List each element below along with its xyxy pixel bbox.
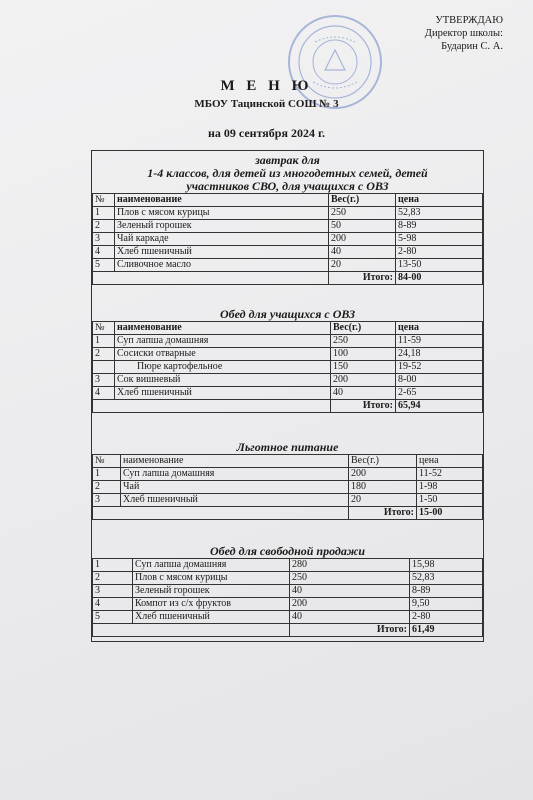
- subsidized-meals-section: [92, 441, 483, 520]
- row-num: 3: [93, 374, 115, 387]
- col-price-header: цена: [396, 322, 483, 335]
- table-row: [93, 494, 483, 507]
- dish-price: 8-00: [396, 374, 483, 387]
- dish-price: 1-98: [417, 481, 483, 494]
- total-label: Итого:: [331, 400, 396, 413]
- approval-block: [353, 14, 503, 53]
- breakfast-table: [92, 193, 483, 285]
- dish-weight: 180: [349, 481, 417, 494]
- col-price-header: цена: [417, 455, 483, 468]
- col-name-header: наименование: [121, 455, 349, 468]
- col-weight-header: Вес(г.): [349, 455, 417, 468]
- dish-price: 19-52: [396, 361, 483, 374]
- table-row: [93, 481, 483, 494]
- dish-weight: 50: [329, 220, 396, 233]
- row-num: 3: [93, 494, 121, 507]
- table-row: [93, 361, 483, 374]
- breakfast-title-line3: участников СВО, для учащихся с ОВЗ: [186, 179, 389, 193]
- table-row: [93, 572, 483, 585]
- dish-price: 24,18: [396, 348, 483, 361]
- row-num: 3: [93, 585, 133, 598]
- approval-position: Директор школы:: [424, 28, 503, 39]
- total-value: 15-00: [417, 507, 483, 520]
- row-num: 2: [93, 348, 115, 361]
- menu-frame: [91, 150, 484, 642]
- dish-price: 8-89: [396, 220, 483, 233]
- row-num: 2: [93, 572, 133, 585]
- dish-name: Пюре картофельное: [115, 361, 331, 374]
- table-row: [93, 468, 483, 481]
- table-header-row: [93, 322, 483, 335]
- dish-weight: 200: [329, 233, 396, 246]
- table-row: [93, 335, 483, 348]
- table-row: [93, 387, 483, 400]
- dish-weight: 200: [290, 598, 410, 611]
- total-row: [93, 624, 483, 637]
- table-row: [93, 207, 483, 220]
- row-num: 2: [93, 481, 121, 494]
- breakfast-title-line2: 1-4 классов, для детей из многодетных семей, детей: [147, 166, 428, 180]
- dish-price: 5-98: [396, 233, 483, 246]
- dish-name: Зеленый горошек: [133, 585, 290, 598]
- table-header-row: [93, 455, 483, 468]
- dish-price: 2-80: [410, 611, 483, 624]
- dish-price: 52,83: [410, 572, 483, 585]
- free-sale-lunch-title: Обед для свободной продажи: [210, 544, 365, 558]
- dish-weight: 250: [329, 207, 396, 220]
- dish-name: Хлеб пшеничный: [133, 611, 290, 624]
- menu-date: на 09 сентября 2024 г.: [207, 126, 326, 140]
- subsidized-meals-title: Льготное питание: [236, 440, 339, 454]
- total-label: Итого:: [290, 624, 410, 637]
- total-label: Итого:: [329, 272, 396, 285]
- dish-weight: 40: [290, 585, 410, 598]
- total-row: [93, 507, 483, 520]
- table-row: [93, 598, 483, 611]
- row-num: 2: [93, 220, 115, 233]
- dish-weight: 200: [349, 468, 417, 481]
- approval-name: Бударин С. А.: [441, 41, 503, 52]
- col-weight-header: Вес(г.): [329, 194, 396, 207]
- total-value: 61,49: [410, 624, 483, 637]
- total-label: Итого:: [349, 507, 417, 520]
- dish-price: 8-89: [410, 585, 483, 598]
- row-num: [93, 361, 115, 374]
- row-num: 4: [93, 598, 133, 611]
- dish-name: Суп лапша домашняя: [133, 559, 290, 572]
- ovz-lunch-table: [92, 321, 483, 413]
- dish-price: 2-80: [396, 246, 483, 259]
- table-row: [93, 220, 483, 233]
- row-num: 5: [93, 259, 115, 272]
- col-weight-header: Вес(г.): [331, 322, 396, 335]
- total-row: [93, 272, 483, 285]
- total-row: [93, 400, 483, 413]
- dish-price: 1-50: [417, 494, 483, 507]
- dish-price: 13-50: [396, 259, 483, 272]
- dish-name: Сосиски отварные: [115, 348, 331, 361]
- dish-name: Плов с мясом курицы: [133, 572, 290, 585]
- dish-name: Хлеб пшеничный: [121, 494, 349, 507]
- ovz-lunch-title: Обед для учащихся с ОВЗ: [219, 307, 356, 321]
- dish-weight: 250: [290, 572, 410, 585]
- subsidized-meals-table: [92, 454, 483, 520]
- table-row: [93, 246, 483, 259]
- dish-weight: 150: [331, 361, 396, 374]
- dish-weight: 250: [331, 335, 396, 348]
- dish-price: 52,83: [396, 207, 483, 220]
- dish-price: 15,98: [410, 559, 483, 572]
- row-num: 1: [93, 468, 121, 481]
- table-row: [93, 259, 483, 272]
- row-num: 5: [93, 611, 133, 624]
- total-value: 84-00: [396, 272, 483, 285]
- dish-weight: 280: [290, 559, 410, 572]
- table-row: [93, 611, 483, 624]
- table-row: [93, 585, 483, 598]
- free-sale-lunch-section: [92, 545, 483, 637]
- dish-name: Сок вишневый: [115, 374, 331, 387]
- table-row: [93, 348, 483, 361]
- dish-weight: 40: [290, 611, 410, 624]
- col-num-header: №: [93, 455, 121, 468]
- breakfast-section: [92, 154, 483, 285]
- dish-price: 2-65: [396, 387, 483, 400]
- dish-weight: 100: [331, 348, 396, 361]
- dish-name: Суп лапша домашняя: [115, 335, 331, 348]
- row-num: 1: [93, 335, 115, 348]
- dish-weight: 20: [329, 259, 396, 272]
- dish-name: Чай каркаде: [115, 233, 329, 246]
- row-num: 1: [93, 207, 115, 220]
- dish-name: Сливочное масло: [115, 259, 329, 272]
- approval-heading: УТВЕРЖДАЮ: [435, 15, 503, 26]
- table-row: [93, 233, 483, 246]
- breakfast-title-line1: завтрак для: [255, 153, 320, 167]
- dish-price: 9,50: [410, 598, 483, 611]
- school-name: МБОУ Тацинской СОШ № 3: [194, 98, 339, 110]
- row-num: 4: [93, 246, 115, 259]
- dish-weight: 20: [349, 494, 417, 507]
- dish-name: Чай: [121, 481, 349, 494]
- dish-weight: 40: [331, 387, 396, 400]
- col-price-header: цена: [396, 194, 483, 207]
- dish-price: 11-52: [417, 468, 483, 481]
- dish-weight: 40: [329, 246, 396, 259]
- table-header-row: [93, 194, 483, 207]
- row-num: 3: [93, 233, 115, 246]
- col-num-header: №: [93, 322, 115, 335]
- dish-name: Компот из с/х фруктов: [133, 598, 290, 611]
- free-sale-lunch-table: [92, 558, 483, 637]
- col-name-header: наименование: [115, 322, 331, 335]
- col-name-header: наименование: [115, 194, 329, 207]
- dish-name: Зеленый горошек: [115, 220, 329, 233]
- dish-name: Хлеб пшеничный: [115, 246, 329, 259]
- row-num: 4: [93, 387, 115, 400]
- ovz-lunch-section: [92, 308, 483, 413]
- dish-name: Суп лапша домашняя: [121, 468, 349, 481]
- dish-name: Хлеб пшеничный: [115, 387, 331, 400]
- table-row: [93, 559, 483, 572]
- total-value: 65,94: [396, 400, 483, 413]
- dish-weight: 200: [331, 374, 396, 387]
- table-row: [93, 374, 483, 387]
- dish-price: 11-59: [396, 335, 483, 348]
- menu-title: М Е Н Ю: [220, 78, 313, 94]
- row-num: 1: [93, 559, 133, 572]
- col-num-header: №: [93, 194, 115, 207]
- dish-name: Плов с мясом курицы: [115, 207, 329, 220]
